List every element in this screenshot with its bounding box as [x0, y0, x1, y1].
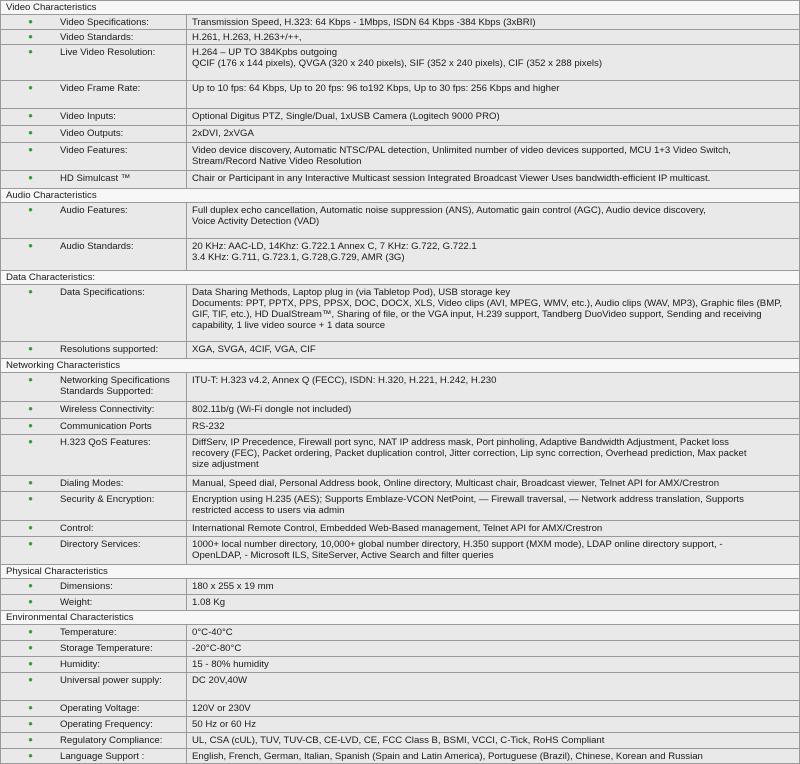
spec-label: Video Specifications: [60, 17, 149, 28]
spec-value-line: ITU-T: H.323 v4.2, Annex Q (FECC), ISDN: H.320, H.221, H.242, H.230 [192, 375, 497, 386]
spec-value-line: Full duplex echo cancellation, Automatic noise suppression (ANS), Automatic gain control (AGC), Audio device discovery, [192, 205, 706, 216]
spec-label-cell [1, 733, 187, 748]
spec-row [1, 579, 799, 595]
spec-value-cell [187, 15, 799, 29]
spec-value-line: H.264 – UP TO 384Kpbs outgoing [192, 47, 338, 58]
bullet-icon: • [28, 44, 33, 59]
spec-value-line: Manual, Speed dial, Personal Address book, Online directory, Multicast chair, Broadcast viewer, Telnet API for AMX/Crestron [192, 478, 720, 489]
spec-value-line: recovery (FEC), Packet ordering, Packet duplication control, Jitter correction, Lip sync correction, Overhead prediction, Max packet [192, 448, 747, 459]
spec-label: Dimensions: [60, 581, 113, 592]
spec-value-cell [187, 435, 799, 475]
spec-value-line: Optional Digitus PTZ, Single/Dual, 1xUSB Camera (Logitech 9000 PRO) [192, 111, 500, 122]
bullet-icon: • [28, 142, 33, 157]
bullet-icon: • [28, 536, 33, 551]
spec-value-cell [187, 373, 799, 401]
spec-value-line: -20°C-80°C [192, 643, 242, 654]
spec-row [1, 717, 799, 733]
spec-value-cell [187, 476, 799, 491]
spec-label: Universal power supply: [60, 675, 162, 686]
spec-label-cell [1, 641, 187, 656]
spec-value-cell [187, 641, 799, 656]
spec-value-cell [187, 30, 799, 44]
spec-label-cell [1, 657, 187, 672]
bullet-icon: • [28, 284, 33, 299]
spec-label: Audio Standards: [60, 241, 134, 252]
spec-label: Directory Services: [60, 539, 141, 550]
spec-label: HD Simulcast ™ [60, 173, 131, 184]
spec-row [1, 81, 799, 109]
spec-value-line: OpenLDAP, - Microsoft ILS, SiteServer, Active Search and filter queries [192, 550, 494, 561]
spec-row [1, 402, 799, 419]
bullet-icon: • [28, 624, 33, 639]
spec-label-cell [1, 285, 187, 341]
spec-value-cell [187, 625, 799, 640]
spec-label-cell [1, 521, 187, 536]
spec-row [1, 476, 799, 492]
spec-label-cell [1, 749, 187, 763]
bullet-icon: • [28, 700, 33, 715]
spec-value-cell [187, 492, 799, 520]
spec-value-cell [187, 733, 799, 748]
spec-label: Control: [60, 523, 94, 534]
spec-label: Operating Frequency: [60, 719, 153, 730]
bullet-icon: • [28, 716, 33, 731]
spec-label-cell [1, 625, 187, 640]
spec-row [1, 15, 799, 30]
spec-row [1, 239, 799, 271]
spec-label: Video Frame Rate: [60, 83, 141, 94]
spec-row [1, 749, 799, 764]
spec-label-cell [1, 402, 187, 418]
spec-label: Video Features: [60, 145, 128, 156]
bullet-icon: • [28, 202, 33, 217]
spec-label: Video Inputs: [60, 111, 116, 122]
spec-value-line: 0°C-40°C [192, 627, 233, 638]
spec-label: Security & Encryption: [60, 494, 155, 505]
spec-value-line: Data Sharing Methods, Laptop plug in (via Tabletop Pod), USB storage key [192, 287, 511, 298]
spec-label: Dialing Modes: [60, 478, 124, 489]
spec-value-line: size adjustment [192, 459, 259, 470]
spec-label-cell [1, 30, 187, 44]
spec-value-line: GIF, TIF, etc.), HD DualStream™, Sharing of file, or the VGA input, H.239 support, Tandberg DuoVideo support, Sending and receiving [192, 309, 762, 320]
spec-value-cell [187, 143, 799, 170]
spec-label-cell [1, 373, 187, 401]
spec-value-line: 3.4 KHz: G.711, G.723.1, G.728,G.729, AMR (3G) [192, 252, 405, 263]
spec-label-cell [1, 126, 187, 142]
spec-value-line: Stream/Record Native Video Resolution [192, 156, 362, 167]
spec-row [1, 521, 799, 537]
spec-value-cell [187, 203, 799, 238]
spec-label: Resolutions supported: [60, 344, 159, 355]
spec-value-line: Video device discovery, Automatic NTSC/PAL detection, Unlimited number of video devices supported, MCU 1+3 Video Switch, [192, 145, 731, 156]
spec-value-cell [187, 419, 799, 434]
spec-value-line: Voice Activity Detection (VAD) [192, 216, 320, 227]
spec-value-line: Chair or Participant in any Interactive Multicast session Integrated Broadcast Viewer Uses bandwidth-efficient IP multicast. [192, 173, 711, 184]
section-header [1, 359, 799, 373]
spec-value-cell [187, 657, 799, 672]
spec-value-line: 1.08 Kg [192, 597, 226, 608]
bullet-icon: • [28, 434, 33, 449]
spec-row [1, 143, 799, 171]
section-header [1, 1, 799, 15]
spec-value-line: capability, 1 live video source + 1 data source [192, 320, 386, 331]
spec-row [1, 701, 799, 717]
bullet-icon: • [28, 401, 33, 416]
spec-label-cell [1, 419, 187, 434]
spec-label-cell [1, 537, 187, 564]
spec-label: Networking Specifications Standards Supported: [60, 375, 170, 397]
spec-value-line: International Remote Control, Embedded Web-Based management, Telnet API for AMX/Crestron [192, 523, 603, 534]
spec-row [1, 285, 799, 342]
bullet-icon: • [28, 672, 33, 687]
spec-label-cell [1, 435, 187, 475]
spec-label-cell [1, 143, 187, 170]
spec-value-cell [187, 595, 799, 610]
spec-value-line: DC 20V,40W [192, 675, 248, 686]
spec-row [1, 126, 799, 143]
spec-row [1, 109, 799, 126]
spec-value-line: QCIF (176 x 144 pixels), QVGA (320 x 240 pixels), SIF (352 x 240 pixels), CIF (352 x 288 pixels) [192, 58, 603, 69]
spec-value-cell [187, 81, 799, 108]
bullet-icon: • [28, 594, 33, 609]
spec-label-cell [1, 109, 187, 125]
spec-label: Humidity: [60, 659, 100, 670]
spec-value-cell [187, 109, 799, 125]
spec-label: Wireless Connectivity: [60, 404, 155, 415]
bullet-icon: • [28, 170, 33, 185]
spec-value-cell [187, 342, 799, 358]
spec-row [1, 373, 799, 402]
spec-row [1, 537, 799, 565]
section-title: Physical Characteristics [6, 566, 108, 577]
bullet-icon: • [28, 372, 33, 387]
spec-value-line: 20 KHz: AAC-LD, 14Khz: G.722.1 Annex C, 7 KHz: G.722, G.722.1 [192, 241, 477, 252]
spec-value-line: 120V or 230V [192, 703, 251, 714]
section-title: Environmental Characteristics [6, 612, 134, 623]
bullet-icon: • [28, 418, 33, 433]
spec-row [1, 419, 799, 435]
spec-label: Video Outputs: [60, 128, 124, 139]
section-title: Data Characteristics: [6, 272, 96, 283]
spec-value-line: XGA, SVGA, 4CIF, VGA, CIF [192, 344, 316, 355]
section-header [1, 611, 799, 625]
bullet-icon: • [28, 475, 33, 490]
spec-label-cell [1, 476, 187, 491]
spec-label-cell [1, 171, 187, 188]
spec-label: Audio Features: [60, 205, 128, 216]
spec-value-cell [187, 579, 799, 594]
section-title: Audio Characteristics [6, 190, 97, 201]
bullet-icon: • [28, 491, 33, 506]
spec-value-line: Encryption using H.235 (AES); Supports Emblaze-VCON NetPoint, — Firewall traversal, — Network address translation, Supports [192, 494, 744, 505]
bullet-icon: • [28, 748, 33, 763]
spec-label-cell [1, 595, 187, 610]
spec-value-line: 50 Hz or 60 Hz [192, 719, 256, 730]
section-header [1, 271, 799, 285]
bullet-icon: • [28, 520, 33, 535]
spec-value-line: H.261, H.263, H.263+/++, [192, 32, 302, 43]
section-title: Video Characteristics [6, 2, 97, 13]
spec-row [1, 641, 799, 657]
spec-label: Weight: [60, 597, 93, 608]
bullet-icon: • [28, 29, 33, 44]
spec-value-line: UL, CSA (cUL), TUV, TUV-CB, CE-LVD, CE, FCC Class B, BSMI, VCCI, C-Tick, RoHS Compliant [192, 735, 605, 746]
spec-value-line: 1000+ local number directory, 10,000+ global number directory, H.350 support (MXM mode), LDAP online directory support, - [192, 539, 723, 550]
spec-row [1, 492, 799, 521]
spec-label: Regulatory Compliance: [60, 735, 163, 746]
spec-value-line: DiffServ, IP Precedence, Firewall port sync, NAT IP address mask, Port pinholing, Adaptive Bandwidth Adjustment, Packet loss [192, 437, 729, 448]
spec-label-cell [1, 717, 187, 732]
spec-value-cell [187, 402, 799, 418]
spec-value-cell [187, 239, 799, 270]
spec-value-line: RS-232 [192, 421, 225, 432]
spec-label: Operating Voltage: [60, 703, 140, 714]
section-header [1, 565, 799, 579]
spec-label-cell [1, 15, 187, 29]
spec-value-cell [187, 521, 799, 536]
spec-label-cell [1, 342, 187, 358]
bullet-icon: • [28, 125, 33, 140]
spec-label-cell [1, 45, 187, 80]
spec-row [1, 625, 799, 641]
spec-value-cell [187, 749, 799, 763]
spec-row [1, 657, 799, 673]
spec-label: Data Specifications: [60, 287, 145, 298]
spec-value-cell [187, 673, 799, 700]
spec-value-cell [187, 45, 799, 80]
bullet-icon: • [28, 732, 33, 747]
spec-value-line: 15 - 80% humidity [192, 659, 269, 670]
spec-value-cell [187, 717, 799, 732]
spec-value-line: Transmission Speed, H.323: 64 Kbps - 1Mbps, ISDN 64 Kbps -384 Kbps (3xBRI) [192, 17, 536, 28]
spec-row [1, 30, 799, 45]
spec-value-line: Documents: PPT, PPTX, PPS, PPSX, DOC, DOCX, XLS, Video clips (AVI, MPEG, WMV, etc.), Audio clips (WAV, MP3), Graphic files (BMP, [192, 298, 783, 309]
spec-value-line: restricted access to users via admin [192, 505, 345, 516]
spec-label-cell [1, 579, 187, 594]
spec-row [1, 342, 799, 359]
spec-row [1, 733, 799, 749]
bullet-icon: • [28, 14, 33, 29]
spec-label-cell [1, 492, 187, 520]
bullet-icon: • [28, 640, 33, 655]
spec-label: Storage Temperature: [60, 643, 153, 654]
spec-label: Temperature: [60, 627, 117, 638]
bullet-icon: • [28, 656, 33, 671]
spec-value-line: English, French, German, Italian, Spanish (Spain and Latin America), Portuguese (Brazil), Chinese, Korean and Russian [192, 751, 703, 762]
spec-row [1, 595, 799, 611]
bullet-icon: • [28, 108, 33, 123]
spec-value-line: 180 x 255 x 19 mm [192, 581, 274, 592]
spec-row [1, 435, 799, 476]
spec-row [1, 171, 799, 189]
spec-value-line: 2xDVI, 2xVGA [192, 128, 254, 139]
spec-label-cell [1, 673, 187, 700]
bullet-icon: • [28, 341, 33, 356]
bullet-icon: • [28, 238, 33, 253]
spec-label: Communication Ports [60, 421, 152, 432]
spec-label-cell [1, 239, 187, 270]
spec-value-cell [187, 537, 799, 564]
spec-label: Video Standards: [60, 32, 134, 43]
spec-label: Live Video Resolution: [60, 47, 156, 58]
spec-value-line: Up to 10 fps: 64 Kbps, Up to 20 fps: 96 to192 Kbps, Up to 30 fps: 256 Kbps and higher [192, 83, 560, 94]
spec-value-cell [187, 171, 799, 188]
spec-value-cell [187, 126, 799, 142]
spec-label-cell [1, 701, 187, 716]
section-header [1, 189, 799, 203]
spec-label: Language Support : [60, 751, 145, 762]
spec-value-cell [187, 285, 799, 341]
spec-row [1, 203, 799, 239]
bullet-icon: • [28, 80, 33, 95]
bullet-icon: • [28, 578, 33, 593]
spec-row [1, 45, 799, 81]
spec-label-cell [1, 81, 187, 108]
spec-value-line: 802.11b/g (Wi-Fi dongle not included) [192, 404, 352, 415]
spec-label-cell [1, 203, 187, 238]
section-title: Networking Characteristics [6, 360, 121, 371]
spec-row [1, 673, 799, 701]
spec-label: H.323 QoS Features: [60, 437, 151, 448]
spec-value-cell [187, 701, 799, 716]
